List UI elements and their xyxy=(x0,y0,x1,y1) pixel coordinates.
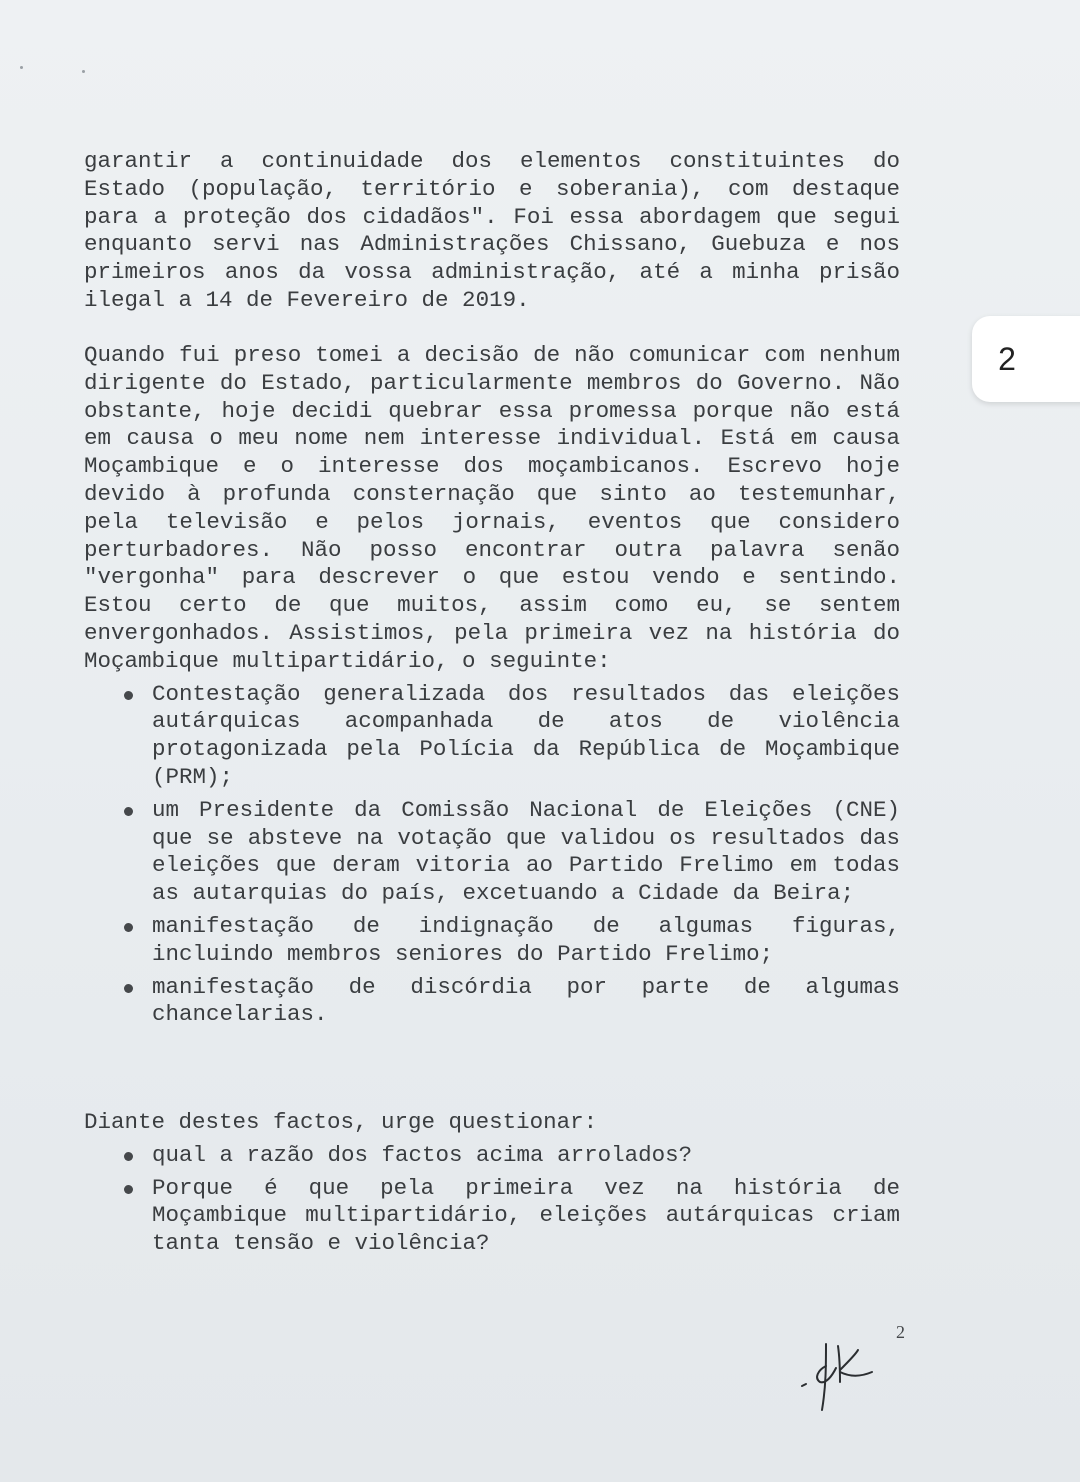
list-item xyxy=(84,681,900,792)
page-number: 2 xyxy=(896,1322,905,1342)
list-item xyxy=(84,797,900,908)
scan-speck xyxy=(20,66,23,69)
paragraph-2: Quando fui preso tomei a decisão de não comunicar com nenhum dirigente do Estado, particularmente membros do Governo. Não obstante, hoje decidi quebrar essa promessa porque não está em causa o meu nome nem interesse individual. Está em causa Moçambique e o interesse dos moçambicanos. Escrevo hoje devido à profunda consternação que sinto ao testemunhar, pela televisão e pelos jornais, eventos que considero perturbadores. Não posso encontrar outra palavra senão "vergonha" para descrever o que estou vendo e sentindo. Estou certo de que muitos, assim como eu, se sentem envergonhados. Assistimos, pela primeira vez na história do Moçambique multipartidário, o seguinte: xyxy=(84,342,900,674)
bullet-icon xyxy=(124,1152,133,1161)
list-item xyxy=(84,1142,900,1170)
list-item-text: Contestação generalizada dos resultados das eleições autárquicas acompanhada de atos de violência protagonizada pela Polícia da República de Moçambique (PRM); xyxy=(152,680,900,790)
bullet-icon xyxy=(124,691,133,700)
paragraph-1: garantir a continuidade dos elementos constituintes do Estado (população, território e soberania), com destaque para a proteção dos cidadãos". Foi essa abordagem que segui enquanto servi nas Administrações Chissano, Guebuza e nos primeiros anos da vossa administração, até a minha prisão ilegal a 14 de Fevereiro de 2019. xyxy=(84,148,900,313)
list-item xyxy=(84,1175,900,1258)
page-indicator xyxy=(972,316,1080,402)
scan-speck xyxy=(82,70,85,73)
text-block-3 xyxy=(84,1109,900,1258)
text-block-1 xyxy=(84,148,900,315)
bullet-list-questions xyxy=(84,1142,900,1258)
bullet-icon xyxy=(124,1185,133,1194)
list-item xyxy=(84,913,900,969)
list-item-text: um Presidente da Comissão Nacional de Eleições (CNE) que se absteve na votação que validou os resultados das eleições que deram vitoria ao Partido Frelimo em todas as autarquias do país, excetuando a Cidade da Beira; xyxy=(152,796,900,907)
page-indicator-label: 2 xyxy=(998,340,1016,377)
list-item-text: manifestação de indignação de algumas figuras, incluindo membros seniores do Partido Frelimo; xyxy=(152,912,900,967)
list-item-text: Porque é que pela primeira vez na história de Moçambique multipartidário, eleições autárquicas criam tanta tensão e violência? xyxy=(152,1174,900,1257)
text-block-2 xyxy=(84,342,900,1029)
bullet-list-events xyxy=(84,681,900,1030)
bullet-icon xyxy=(124,984,133,993)
bullet-icon xyxy=(124,807,133,816)
list-item-text: qual a razão dos factos acima arrolados? xyxy=(152,1141,693,1168)
bullet-icon xyxy=(124,923,133,932)
list-item xyxy=(84,974,900,1030)
list-item-text: manifestação de discórdia por parte de algumas chancelarias. xyxy=(152,973,900,1028)
paragraph-3: Diante destes factos, urge questionar: xyxy=(84,1109,598,1135)
handwritten-signature xyxy=(796,1326,886,1418)
